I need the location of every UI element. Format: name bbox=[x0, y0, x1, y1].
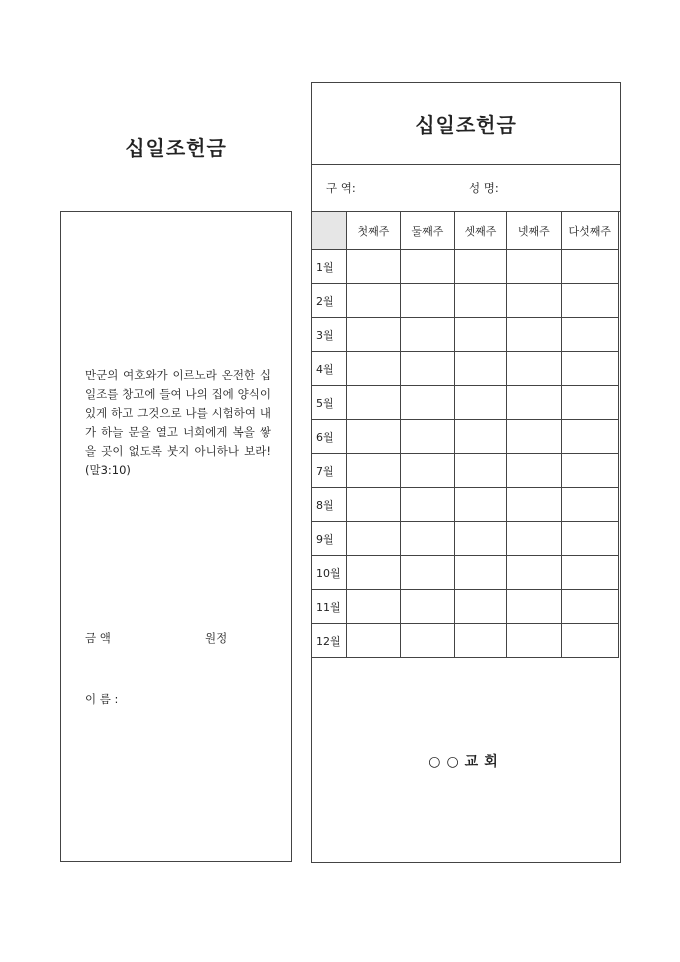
month-row bbox=[312, 352, 619, 386]
tithe-entry-cell[interactable] bbox=[561, 556, 618, 590]
tithe-entry-cell[interactable] bbox=[454, 454, 506, 488]
tithe-entry-cell[interactable] bbox=[401, 522, 454, 556]
tithe-entry-cell[interactable] bbox=[401, 590, 454, 624]
tithe-entry-cell[interactable] bbox=[401, 284, 454, 318]
month-row bbox=[312, 488, 619, 522]
tithe-entry-cell[interactable] bbox=[401, 454, 454, 488]
tithe-entry-cell[interactable] bbox=[346, 386, 400, 420]
envelope-box bbox=[60, 211, 292, 862]
tithe-entry-cell[interactable] bbox=[507, 522, 561, 556]
tithe-entry-cell[interactable] bbox=[401, 488, 454, 522]
month-label: 3월 bbox=[312, 318, 347, 352]
tithe-entry-cell[interactable] bbox=[454, 386, 506, 420]
tithe-entry-cell[interactable] bbox=[401, 250, 454, 284]
month-label: 1월 bbox=[312, 250, 347, 284]
tithe-entry-cell[interactable] bbox=[346, 454, 400, 488]
week-header: 다섯째주 bbox=[561, 212, 618, 250]
tithe-entry-cell[interactable] bbox=[507, 284, 561, 318]
name-label: 이 름 : bbox=[85, 692, 119, 706]
tithe-entry-cell[interactable] bbox=[561, 454, 618, 488]
won-label: 원정 bbox=[205, 631, 228, 645]
tithe-entry-cell[interactable] bbox=[454, 624, 506, 658]
tithe-entry-cell[interactable] bbox=[346, 488, 400, 522]
church-name: ○○교회 bbox=[428, 754, 504, 770]
tithe-entry-cell[interactable] bbox=[401, 624, 454, 658]
month-row bbox=[312, 386, 619, 420]
envelope-title: 십일조헌금 bbox=[125, 136, 227, 160]
month-row bbox=[312, 250, 619, 284]
tithe-entry-cell[interactable] bbox=[561, 420, 618, 454]
tithe-entry-cell[interactable] bbox=[454, 522, 506, 556]
tithe-entry-cell[interactable] bbox=[507, 590, 561, 624]
tithe-entry-cell[interactable] bbox=[561, 284, 618, 318]
info-row bbox=[312, 164, 620, 212]
tithe-entry-cell[interactable] bbox=[454, 284, 506, 318]
tithe-entry-cell[interactable] bbox=[561, 386, 618, 420]
tithe-entry-cell[interactable] bbox=[561, 488, 618, 522]
tithe-entry-cell[interactable] bbox=[561, 352, 618, 386]
table-header-row bbox=[312, 212, 619, 250]
tithe-entry-cell[interactable] bbox=[401, 556, 454, 590]
tithe-entry-cell[interactable] bbox=[507, 250, 561, 284]
tithe-entry-cell[interactable] bbox=[507, 488, 561, 522]
tithe-entry-cell[interactable] bbox=[346, 318, 400, 352]
month-row bbox=[312, 318, 619, 352]
amount-label: 금 액 bbox=[85, 631, 111, 645]
month-label: 11월 bbox=[312, 590, 347, 624]
month-label: 8월 bbox=[312, 488, 347, 522]
tithe-entry-cell[interactable] bbox=[507, 624, 561, 658]
month-label: 9월 bbox=[312, 522, 347, 556]
tithe-entry-cell[interactable] bbox=[346, 522, 400, 556]
month-label: 12월 bbox=[312, 624, 347, 658]
tithe-entry-cell[interactable] bbox=[401, 318, 454, 352]
tithe-entry-cell[interactable] bbox=[401, 420, 454, 454]
tithe-entry-cell[interactable] bbox=[454, 488, 506, 522]
tithe-entry-cell[interactable] bbox=[507, 386, 561, 420]
tithe-entry-cell[interactable] bbox=[561, 624, 618, 658]
tithe-entry-cell[interactable] bbox=[346, 250, 400, 284]
tithe-entry-cell[interactable] bbox=[454, 556, 506, 590]
month-label: 7월 bbox=[312, 454, 347, 488]
tithe-entry-cell[interactable] bbox=[346, 624, 400, 658]
tithe-entry-cell[interactable] bbox=[346, 590, 400, 624]
tithe-entry-cell[interactable] bbox=[454, 250, 506, 284]
tithe-entry-cell[interactable] bbox=[454, 590, 506, 624]
month-label: 4월 bbox=[312, 352, 347, 386]
tithe-entry-cell[interactable] bbox=[454, 318, 506, 352]
table-corner-cell bbox=[312, 212, 347, 250]
tithe-entry-cell[interactable] bbox=[401, 386, 454, 420]
week-header: 셋째주 bbox=[454, 212, 506, 250]
week-header: 첫째주 bbox=[346, 212, 400, 250]
week-header: 둘째주 bbox=[401, 212, 454, 250]
tithe-entry-cell[interactable] bbox=[561, 318, 618, 352]
month-row bbox=[312, 522, 619, 556]
month-row bbox=[312, 590, 619, 624]
month-row bbox=[312, 420, 619, 454]
tithe-entry-cell[interactable] bbox=[454, 420, 506, 454]
amount-row bbox=[85, 630, 275, 646]
tithe-entry-cell[interactable] bbox=[346, 556, 400, 590]
month-row bbox=[312, 284, 619, 318]
month-row bbox=[312, 556, 619, 590]
scripture-verse: 만군의 여호와가 이르노라 온전한 십일조를 창고에 들여 나의 집에 양식이 있게 하고 그것으로 나를 시험하여 내가 하늘 문을 열고 너희에게 복을 쌓을 곳이 없도록 붓지 아니하나 보라! (말3:10) bbox=[85, 368, 271, 477]
week-header: 넷째주 bbox=[507, 212, 561, 250]
area-label: 구 역: bbox=[326, 181, 356, 195]
month-label: 10월 bbox=[312, 556, 347, 590]
tithe-entry-cell[interactable] bbox=[346, 352, 400, 386]
month-row bbox=[312, 624, 619, 658]
tithe-entry-cell[interactable] bbox=[507, 556, 561, 590]
month-label: 6월 bbox=[312, 420, 347, 454]
card-title: 십일조헌금 bbox=[312, 83, 620, 165]
tithe-entry-cell[interactable] bbox=[561, 590, 618, 624]
month-row bbox=[312, 454, 619, 488]
tithe-record-card bbox=[311, 82, 621, 863]
tithe-entry-cell[interactable] bbox=[346, 284, 400, 318]
month-label: 5월 bbox=[312, 386, 347, 420]
tithe-entry-cell[interactable] bbox=[561, 522, 618, 556]
tithe-entry-cell[interactable] bbox=[346, 420, 400, 454]
tithe-entry-cell[interactable] bbox=[507, 420, 561, 454]
name-row bbox=[85, 691, 118, 707]
tithe-entry-cell[interactable] bbox=[561, 250, 618, 284]
member-name-label: 성 명: bbox=[469, 181, 499, 195]
tithe-entry-cell[interactable] bbox=[401, 352, 454, 386]
month-label: 2월 bbox=[312, 284, 347, 318]
tithe-entry-cell[interactable] bbox=[507, 352, 561, 386]
tithe-entry-cell[interactable] bbox=[507, 318, 561, 352]
tithe-entry-cell[interactable] bbox=[454, 352, 506, 386]
weekly-tithe-table bbox=[311, 211, 619, 658]
tithe-entry-cell[interactable] bbox=[507, 454, 561, 488]
